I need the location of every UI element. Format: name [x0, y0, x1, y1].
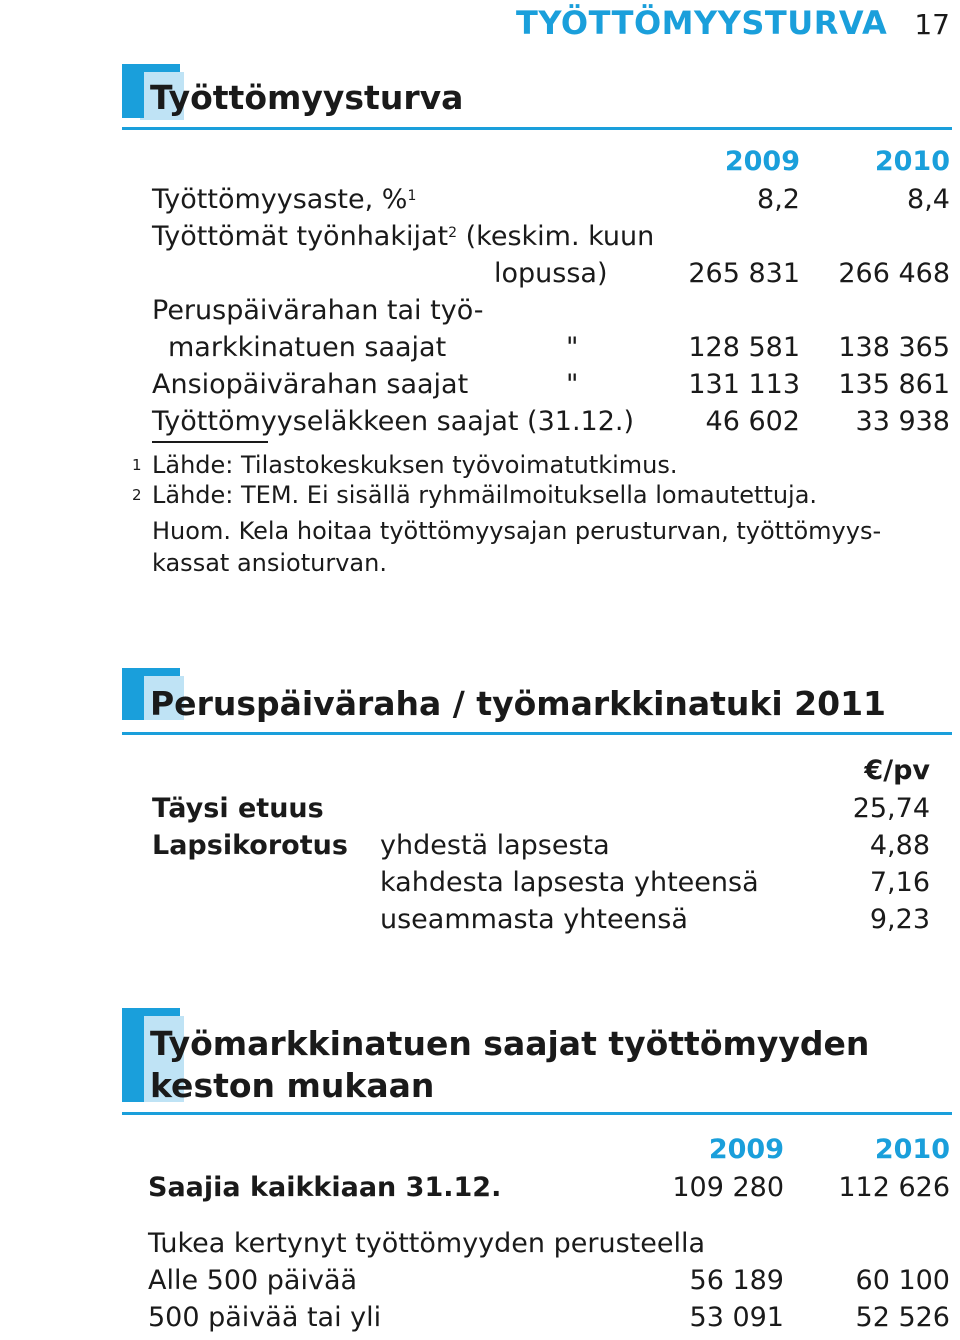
child-row-label: yhdestä lapsesta: [380, 830, 610, 861]
footnote-divider: [152, 441, 268, 443]
note-line-1: Huom. Kela hoitaa työttömyysajan perusturvan, työttömyys-: [152, 517, 882, 545]
child-row-value: 9,23: [869, 904, 930, 935]
row-label-unemployment-rate: Työttömyysaste, %$^1$: [152, 184, 417, 215]
year-header-2009: 2009: [724, 146, 800, 177]
row-value-2010: 8,4: [907, 184, 950, 215]
section-title: Työttömyysturva: [150, 78, 464, 117]
row-label-jobseekers: Työttömät työnhakijat$^2$ (keskim. kuun: [152, 221, 655, 252]
footnote-2: 2 Lähde: TEM. Ei sisällä ryhmäilmoituksella lomautettuja.: [132, 481, 818, 509]
row-value-2009: 128 581: [688, 332, 800, 363]
year-header-2009: 2009: [708, 1134, 784, 1165]
row-value-2010: 135 861: [838, 369, 950, 400]
row-label-jobseekers-line2: lopussa): [494, 258, 608, 289]
full-benefit-value: 25,74: [852, 793, 930, 824]
row-label-pension: Työttömyyseläkkeen saajat (31.12.): [152, 406, 635, 437]
row-value-2010: 33 938: [855, 406, 950, 437]
child-row-value: 7,16: [869, 867, 930, 898]
row-value-2010: 138 365: [838, 332, 950, 363]
full-benefit-label: Täysi etuus: [152, 793, 324, 824]
section-marker: [122, 64, 144, 118]
running-header: TYÖTTÖMYYSTURVA: [516, 4, 888, 42]
section-marker: [122, 1008, 144, 1102]
child-row-label: useammasta yhteensä: [380, 904, 688, 935]
total-label: Saajia kaikkiaan 31.12.: [148, 1172, 502, 1203]
duration-row-value-2009: 53 091: [689, 1302, 784, 1333]
section-marker-top: [122, 1008, 180, 1016]
row-label-basic-allowance: Peruspäivärahan tai työ-: [152, 295, 484, 326]
section-marker-top: [122, 64, 180, 72]
section-title: Peruspäiväraha / työmarkkinatuki 2011: [150, 684, 887, 723]
duration-row-value-2010: 60 100: [855, 1265, 950, 1296]
duration-row-value-2009: 56 189: [689, 1265, 784, 1296]
section-rule: [122, 127, 952, 130]
ditto-mark: ": [566, 369, 579, 400]
page-number: 17: [914, 8, 950, 41]
total-value-2009: 109 280: [672, 1172, 784, 1203]
note-line-2: kassat ansioturvan.: [152, 549, 387, 577]
section-rule: [122, 1112, 952, 1115]
row-value-2010: 266 468: [838, 258, 950, 289]
subheading: Tukea kertynyt työttömyyden perusteella: [148, 1228, 705, 1259]
year-header-2010: 2010: [874, 1134, 950, 1165]
section-title: Työmarkkinatuen saajat työttömyyden: [150, 1024, 870, 1063]
ditto-mark: ": [566, 332, 579, 363]
duration-row-label: Alle 500 päivää: [148, 1265, 358, 1296]
row-value-2009: 265 831: [688, 258, 800, 289]
year-header-2010: 2010: [874, 146, 950, 177]
row-value-2009: 8,2: [757, 184, 800, 215]
row-label-earnings-allowance: Ansiopäivärahan saajat: [152, 369, 469, 400]
duration-row-value-2010: 52 526: [855, 1302, 950, 1333]
footnote-1: 1 Lähde: Tilastokeskuksen työvoimatutkimus.: [132, 451, 678, 479]
row-label-basic-allowance-line2: markkinatuen saajat: [168, 332, 447, 363]
child-increase-label: Lapsikorotus: [152, 830, 348, 861]
child-row-label: kahdesta lapsesta yhteensä: [380, 867, 759, 898]
row-value-2009: 46 602: [705, 406, 800, 437]
section-rule: [122, 732, 952, 735]
duration-row-label: 500 päivää tai yli: [148, 1302, 382, 1333]
section-title-line2: keston mukaan: [150, 1066, 435, 1105]
child-row-value: 4,88: [869, 830, 930, 861]
total-value-2010: 112 626: [838, 1172, 950, 1203]
row-value-2009: 131 113: [688, 369, 800, 400]
section-marker-top: [122, 668, 180, 676]
unit-header: €/pv: [864, 755, 930, 786]
